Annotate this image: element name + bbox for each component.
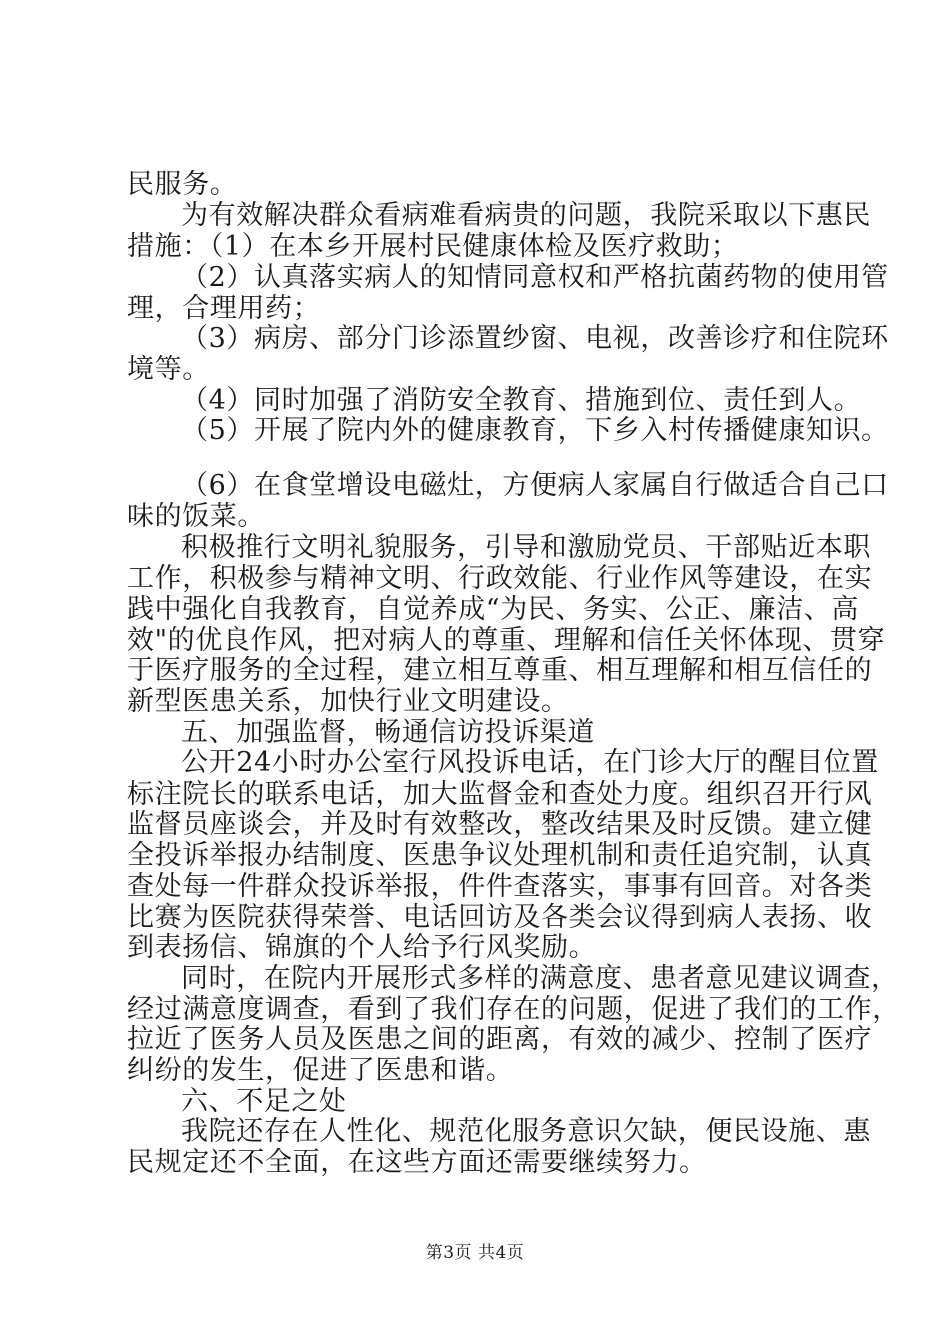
text-line: 比赛为医院获得荣誉、电话回访及各类会议得到病人表扬、收	[127, 901, 873, 933]
text-line: 到表扬信、锦旗的个人给予行风奖励。	[127, 932, 597, 964]
text-line: 纠纷的发生，促进了医患和谐。	[127, 1054, 514, 1086]
text-line: （3）病房、部分门诊添置纱窗、电视，改善诊疗和住院环	[181, 323, 889, 355]
text-line: 监督员座谈会，并及时有效整改，整改结果及时反馈。建立健	[127, 809, 873, 841]
text-line: 新型医患关系，加快行业文明建设。	[127, 685, 569, 717]
text-line: （4）同时加强了消防安全教育、措施到位、责任到人。	[181, 384, 862, 416]
text-line: （2）认真落实病人的知情同意权和严格抗菌药物的使用管	[181, 261, 889, 293]
section-heading: 六、不足之处	[181, 1085, 347, 1117]
text-line: 拉近了医务人员及医患之间的距离，有效的减少、控制了医疗	[127, 1024, 873, 1056]
text-line: 我院还存在人性化、规范化服务意识欠缺，便民设施、惠	[181, 1116, 871, 1148]
text-line: 同时，在院内开展形式多样的满意度、患者意见建议调查，	[181, 962, 899, 994]
text-line: 积极推行文明礼貌服务，引导和激励党员、干部贴近本职	[181, 532, 871, 564]
text-line: 践中强化自我教育，自觉养成“为民、务实、公正、廉洁、高	[127, 593, 860, 625]
text-line: 工作，积极参与精神文明、行政效能、行业作风等建设，在实	[127, 563, 873, 595]
text-line: 标注院长的联系电话，加大监督金和查处力度。组织召开行风	[127, 778, 873, 810]
text-line: 味的饭菜。	[127, 500, 265, 532]
text-line: 为有效解决群众看病难看病贵的问题，我院采取以下惠民	[181, 199, 871, 231]
text-line: （5）开展了院内外的健康教育，下乡入村传播健康知识。	[181, 415, 889, 447]
page-footer: 第3页 共4页	[425, 1243, 525, 1263]
text-line: （6）在食堂增设电磁灶，方便病人家属自行做适合自己口	[181, 470, 889, 502]
text-line: 全投诉举报办结制度、医患争议处理机制和责任追究制，认真	[127, 840, 873, 872]
text-line: 于医疗服务的全过程，建立相互尊重、相互理解和相互信任的	[127, 655, 873, 687]
section-heading: 五、加强监督，畅通信访投诉渠道	[181, 716, 595, 748]
text-line: 效"的优良作风，把对病人的尊重、理解和信任关怀体现、贯穿	[127, 624, 886, 656]
text-line: 民服务。	[127, 169, 238, 200]
text-line: 境等。	[127, 353, 210, 385]
text-line: 公开24小时办公室行风投诉电话，在门诊大厅的醒目位置	[181, 747, 879, 779]
text-line: 理，合理用药；	[127, 292, 321, 324]
text-line: 民规定还不全面，在这些方面还需要继续努力。	[127, 1147, 707, 1178]
text-line: 查处每一件群众投诉举报，件件查落实，事事有回音。对各类	[127, 870, 873, 902]
text-line: 经过满意度调查，看到了我们存在的问题，促进了我们的工作，	[127, 993, 900, 1025]
text-line: 措施：（1）在本乡开展村民健康体检及医疗救助；	[127, 231, 739, 263]
